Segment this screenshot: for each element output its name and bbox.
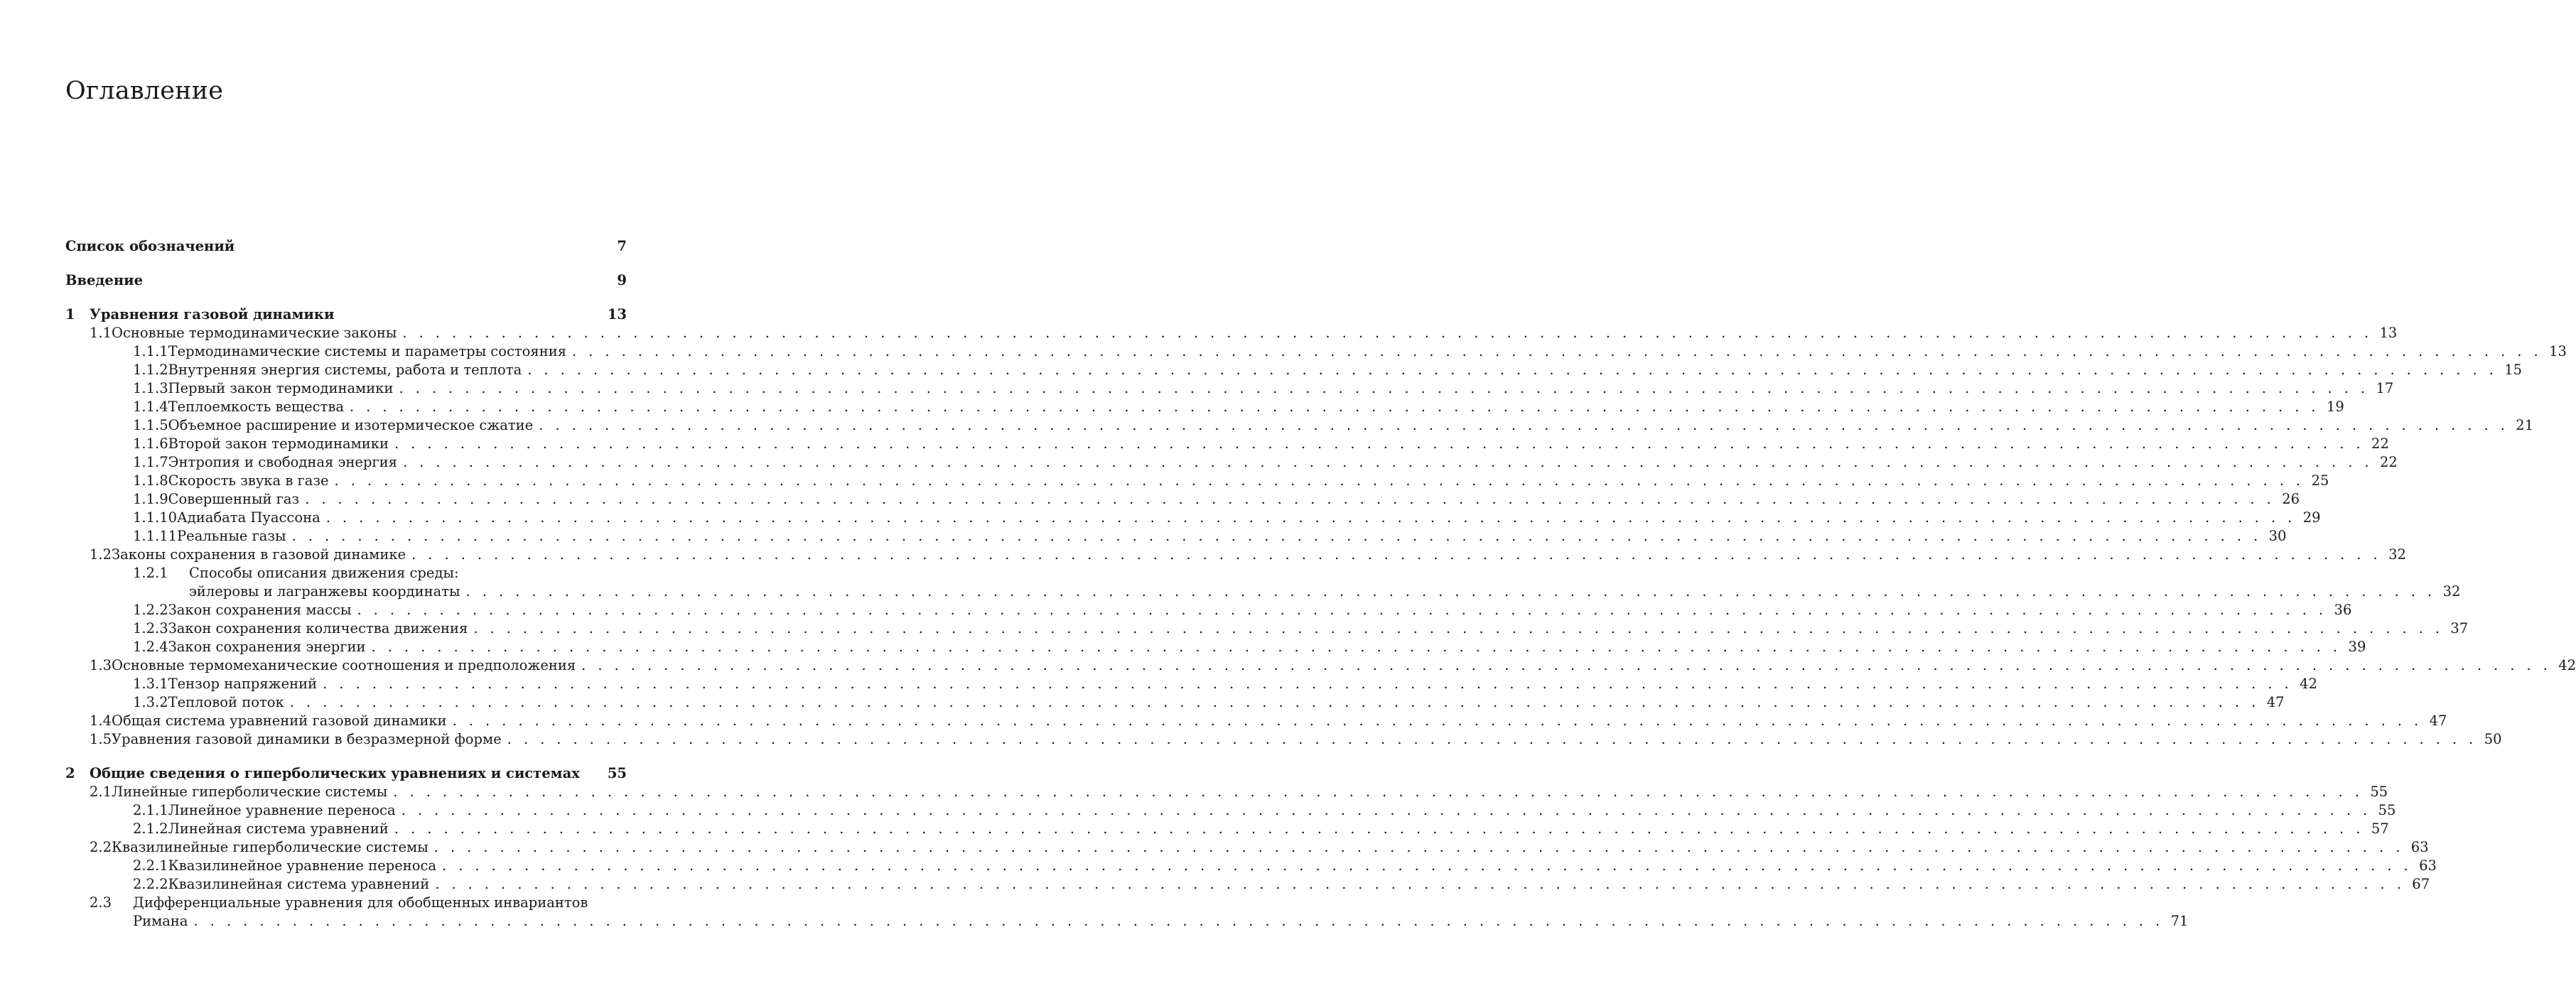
dot-leader: . . . . . . . . . . . . . . . . . . . . . . . . . . . . . . . . . . . . . . . . . . . . . . . . . . . . . . . . . . . . . . . . . . . . . . . . . . . . . . . . . . . . . . . . . . . . . . . . . . . . . . . . . . . . . . . . . . . . . . . .: [349, 399, 2320, 415]
dot-leader: . . . . . . . . . . . . . . . . . . . . . . . . . . . . . . . . . . . . . . . . . . . . . . . . . . . . . . . . . . . . . . . . . . . . . . . . . . . . . . . . . . . . . . . . . . . . . . . . . . . . . . . . . . . . . . . . . . . . . . . .: [539, 417, 2509, 433]
toc-entry-page: 42: [2558, 657, 2576, 673]
toc-entry[interactable]: [133, 490, 2300, 509]
toc-entry[interactable]: [133, 857, 2437, 875]
toc-entry-page: 55: [2370, 784, 2388, 800]
toc-entry[interactable]: [133, 801, 2396, 820]
toc-entry-title: Второй закон термодинамики: [168, 435, 389, 452]
toc-entry[interactable]: [133, 509, 2321, 527]
toc-entry-title: Законы сохранения в газовой динамике: [112, 546, 406, 563]
toc-entry-title: Общая система уравнений газовой динамики: [112, 713, 447, 729]
dot-leader: . . . . . . . . . . . . . . . . . . . . . . . . . . . . . . . . . . . . . . . . . . . . . . . . . . . . . . . . . . . . . . . . . . . . . . . . . . . . . . . . . . . . . . . . . . . . . . . . . . . . . . . . . . . . . . . . . . . . . . . .: [527, 362, 2498, 378]
dot-leader: . . . . . . . . . . . . . . . . . . . . . . . . . . . . . . . . . . . . . . . . . . . . . . . . . . . . . . . . . . . . . . . . . . . . . . . . . . . . . . . . . . . . . . . . . . . . . . . . . . . . . . . . . . . . . . . . . . . . . . . .: [581, 657, 2552, 673]
toc-entry-title: Скорость звука в газе: [168, 472, 329, 489]
toc-entry[interactable]: [65, 305, 627, 324]
toc-entry[interactable]: [189, 583, 2461, 601]
dot-leader: . . . . . . . . . . . . . . . . . . . . . . . . . . . . . . . . . . . . . . . . . . . . . . . . . . . . . . . . . . . . . . . . . . . . . . . . . . . . . . . . . . . . . . . . . . . . . . . . . . . . . . . . . . . . . . . . . . . . . . . .: [193, 913, 2164, 929]
toc-entry-title: Закон сохранения количества движения: [168, 620, 468, 636]
toc-entry[interactable]: [90, 324, 2398, 342]
toc-entry-title: Тензор напряжений: [168, 676, 318, 692]
toc-entry[interactable]: [90, 712, 2447, 730]
toc-entry-number: 1.2.1: [133, 565, 168, 581]
toc-entry-number: 2.2: [90, 839, 112, 855]
toc-entry-page: 32: [2442, 583, 2461, 600]
toc-entry-title: Внутренняя энергия системы, работа и теплота: [168, 362, 522, 378]
toc-entry-number: 1.3.1: [133, 676, 168, 692]
toc-entry[interactable]: [133, 601, 2352, 619]
toc-entry-page: 15: [2504, 362, 2523, 378]
toc-entry-title: Введение: [65, 272, 143, 288]
dot-leader: . . . . . . . . . . . . . . . . . . . . . . . . . . . . . . . . . . . . . . . . . . . . . . . . . . . . . . . . . . . . . . . . . . . . . . . . . . . . . . . . . . . . . . . . . . . . . . . . . . . . . . . . . . . . . . . . . . . . . . . .: [394, 435, 2365, 452]
toc-entry-number: 1.4: [90, 713, 112, 729]
toc-entry-number: 1.1.8: [133, 472, 168, 489]
toc-entry-title: Термодинамические системы и параметры состояния: [168, 343, 567, 359]
dot-leader: . . . . . . . . . . . . . . . . . . . . . . . . . . . . . . . . . . . . . . . . . . . . . . . . . . . . . . . . . . . . . . . . . . . . . . . . . . . . . . . . . . . . . . . . . . . . . . . . . . . . . . . . . . . . . . . . . . . . . . . .: [305, 491, 2275, 507]
toc-entry-page: 63: [2410, 839, 2429, 855]
toc-entry-number: 1.5: [90, 731, 112, 747]
toc-entry[interactable]: [133, 435, 2389, 453]
toc-entry-number: 1.1.1: [133, 343, 168, 359]
dot-leader: . . . . . . . . . . . . . . . . . . . . . . . . . . . . . . . . . . . . . . . . . . . . . . . . . . . . . . . . . . . . . . . . . . . . . . . . . . . . . . . . . . . . . . . . . . . . . . . . . . . . . . . . . . . . . . . . . . . . . . . .: [433, 839, 2404, 855]
toc-entry-page: 22: [2371, 435, 2389, 452]
toc-entry[interactable]: [133, 379, 2394, 398]
toc-entry[interactable]: [65, 764, 627, 783]
toc-entry[interactable]: [133, 693, 2285, 712]
toc-entry-page: 67: [2412, 876, 2430, 892]
toc-entry-page: 9: [617, 272, 627, 288]
dot-leader: . . . . . . . . . . . . . . . . . . . . . . . . . . . . . . . . . . . . . . . . . . . . . . . . . . . . . . . . . . . . . . . . . . . . . . . . . . . . . . . . . . . . . . . . . . . . . . . . . . . . . . . . . . . . . . . . . . . . . . . .: [442, 857, 2413, 874]
toc-entry[interactable]: [133, 416, 2534, 435]
dot-leader: . . . . . . . . . . . . . . . . . . . . . . . . . . . . . . . . . . . . . . . . . . . . . . . . . . . . . . . . . . . . . . . . . . . . . . . . . . . . . . . . . . . . . . . . . . . . . . . . . . . . . . . . . . . . . . . . . . . . . . . .: [393, 784, 2364, 800]
toc-entry-title: Способы описания движения среды:: [189, 565, 459, 581]
toc-entry-number: 1.1.9: [133, 491, 168, 507]
toc-entry-number: 2.1.2: [133, 820, 168, 837]
toc-entry[interactable]: [133, 820, 2389, 838]
toc-entry-number: 2.1: [90, 784, 112, 800]
chapter-title: Уравнения газовой динамики: [90, 306, 335, 323]
dot-leader: . . . . . . . . . . . . . . . . . . . . . . . . . . . . . . . . . . . . . . . . . . . . . . . . . . . . . . . . . . . . . . . . . . . . . . . . . . . . . . . . . . . . . . . . . . . . . . . . . . . . . . . . . . . . . . . . . . . . . . . .: [401, 802, 2371, 818]
dot-leader: . . . . . . . . . . . . . . . . . . . . . . . . . . . . . . . . . . . . . . . . . . . . . . . . . . . . . . . . . . . . . . . . . . . . . . . . . . . . . . . . . . . . . . . . . . . . . . . . . . . . . . . . . . . . . . . . . . . . . . . .: [323, 676, 2293, 692]
toc-entry-page: 17: [2376, 380, 2394, 396]
toc-entry-page: 25: [2311, 472, 2329, 489]
toc-entry-page: 55: [2378, 802, 2396, 818]
dot-leader: . . . . . . . . . . . . . . . . . . . . . . . . . . . . . . . . . . . . . . . . . . . . . . . . . . . . . . . . . . . . . . . . . . . . . . . . . . . . . . . . . . . . . . . . . . . . . . . . . . . . . . . . . . . . . . . . . . . . . . . .: [325, 509, 2296, 526]
toc-entry-title: Уравнения газовой динамики в безразмерной форме: [112, 731, 502, 747]
toc-entry-page: 21: [2516, 417, 2534, 433]
dot-leader: . . . . . . . . . . . . . . . . . . . . . . . . . . . . . . . . . . . . . . . . . . . . . . . . . . . . . . . . . . . . . . . . . . . . . . . . . . . . . . . . . . . . . . . . . . . . . . . . . . . . . . . . . . . . . . . . . . . . . . . .: [357, 602, 2327, 618]
dot-leader: . . . . . . . . . . . . . . . . . . . . . . . . . . . . . . . . . . . . . . . . . . . . . . . . . . . . . . . . . . . . . . . . . . . . . . . . . . . . . . . . . . . . . . . . . . . . . . . . . . . . . . . . . . . . . . . . . . . . . . . .: [465, 583, 2436, 600]
toc-entry[interactable]: [133, 619, 2469, 638]
toc-entry-number: 1.2.3: [133, 620, 168, 636]
toc-entry[interactable]: [133, 361, 2523, 379]
toc-entry-page: 32: [2388, 546, 2406, 563]
toc-entry-number: 2.3: [90, 894, 112, 911]
toc-entry-title: Объемное расширение и изотермическое сжатие: [168, 417, 534, 433]
toc-entry-number: 1.1.11: [133, 528, 178, 544]
dot-leader: . . . . . . . . . . . . . . . . . . . . . . . . . . . . . . . . . . . . . . . . . . . . . . . . . . . . . . . . . . . . . . . . . . . . . . . . . . . . . . . . . . . . . . . . . . . . . . . . . . . . . . . . . . . . . . . . . . . . . . . .: [399, 380, 2369, 396]
toc-entry-number: 1.1: [90, 325, 112, 341]
toc-entry-title: Дифференциальные уравнения для обобщенных инвариантов: [133, 894, 588, 911]
toc-entry[interactable]: [90, 894, 627, 912]
chapter-number: 2: [65, 765, 75, 781]
toc-entry-number: 2.1.1: [133, 802, 168, 818]
toc-entry[interactable]: [133, 875, 2430, 894]
chapter-title: Общие сведения о гиперболических уравнениях и системах: [90, 765, 580, 781]
toc-entry[interactable]: [65, 237, 627, 256]
toc-entry-title: Тепловой поток: [168, 694, 284, 710]
toc-entry-number: 1.2.4: [133, 639, 168, 655]
toc-entry-page: 39: [2348, 639, 2366, 655]
toc-entry-number: 1.1.6: [133, 435, 168, 452]
toc-entry-title: эйлеровы и лагранжевы координаты: [189, 583, 460, 600]
toc-entry-title: Линейное уравнение переноса: [168, 802, 396, 818]
toc-entry-page: 42: [2300, 676, 2317, 692]
toc-entry-number: 1.1.10: [133, 509, 178, 526]
toc-entry-number: 1.1.4: [133, 399, 168, 415]
toc-entry-number: 1.1.7: [133, 454, 168, 470]
toc-entry-number: 2.2.1: [133, 857, 168, 874]
toc-entry[interactable]: [90, 783, 2388, 801]
toc-entry-page: 13: [2379, 325, 2398, 341]
toc-entry-title: Теплоемкость вещества: [168, 399, 344, 415]
dot-leader: . . . . . . . . . . . . . . . . . . . . . . . . . . . . . . . . . . . . . . . . . . . . . . . . . . . . . . . . . . . . . . . . . . . . . . . . . . . . . . . . . . . . . . . . . . . . . . . . . . . . . . . . . . . . . . . . . . . . . . . .: [289, 694, 2260, 710]
toc-entry[interactable]: [90, 730, 2502, 749]
toc-entry-title: Линейные гиперболические системы: [112, 784, 388, 800]
dot-leader: . . . . . . . . . . . . . . . . . . . . . . . . . . . . . . . . . . . . . . . . . . . . . . . . . . . . . . . . . . . . . . . . . . . . . . . . . . . . . . . . . . . . . . . . . . . . . . . . . . . . . . . . . . . . . . . . . . . . . . . .: [334, 472, 2305, 489]
toc-entry-title: Энтропия и свободная энергия: [168, 454, 397, 470]
toc-entry-number: 1.2.2: [133, 602, 168, 618]
chapter-page: 55: [607, 765, 627, 781]
page-title: Оглавление: [65, 77, 224, 105]
toc-entry[interactable]: [133, 675, 2317, 693]
toc-entry[interactable]: [133, 527, 2287, 546]
dot-leader: . . . . . . . . . . . . . . . . . . . . . . . . . . . . . . . . . . . . . . . . . . . . . . . . . . . . . . . . . . . . . . . . . . . . . . . . . . . . . . . . . . . . . . . . . . . . . . . . . . . . . . . . . . . . . . . . . . . . . . . .: [402, 325, 2373, 341]
toc-entry-page: 19: [2327, 399, 2344, 415]
toc-entry[interactable]: [133, 912, 2189, 931]
toc-entry-number: 1.3: [90, 657, 112, 673]
toc-entry-title: Совершенный газ: [168, 491, 300, 507]
toc-entry[interactable]: [90, 546, 2406, 564]
toc-entry[interactable]: [65, 271, 627, 290]
toc-entry-title: Квазилинейные гиперболические системы: [112, 839, 429, 855]
toc-entry-page: 57: [2371, 820, 2389, 837]
toc-entry-title: Линейная система уравнений: [168, 820, 389, 837]
toc-entry-number: 1.3.2: [133, 694, 168, 710]
toc-entry-number: 1.2: [90, 546, 112, 563]
toc-entry[interactable]: [133, 472, 2329, 490]
toc-entry-title: Основные термомеханические соотношения и предположения: [112, 657, 576, 673]
toc-entry-title: Адиабата Пуассона: [177, 509, 320, 526]
toc-entry-title: Реальные газы: [177, 528, 286, 544]
toc-entry-page: 36: [2334, 602, 2352, 618]
toc-entry[interactable]: [133, 564, 627, 583]
toc-entry-title: Список обозначений: [65, 238, 235, 254]
toc-entry-title: Квазилинейная система уравнений: [168, 876, 430, 892]
toc-entry-title: Первый закон термодинамики: [168, 380, 394, 396]
toc-entry-number: 1.1.5: [133, 417, 168, 433]
dot-leader: . . . . . . . . . . . . . . . . . . . . . . . . . . . . . . . . . . . . . . . . . . . . . . . . . . . . . . . . . . . . . . . . . . . . . . . . . . . . . . . . . . . . . . . . . . . . . . . . . . . . . . . . . . . . . . . . . . . . . . . .: [371, 639, 2341, 655]
toc-entry-page: 71: [2170, 913, 2189, 929]
toc-entry-page: 7: [617, 238, 627, 254]
toc-entry[interactable]: [133, 453, 2398, 472]
dot-leader: . . . . . . . . . . . . . . . . . . . . . . . . . . . . . . . . . . . . . . . . . . . . . . . . . . . . . . . . . . . . . . . . . . . . . . . . . . . . . . . . . . . . . . . . . . . . . . . . . . . . . . . . . . . . . . . . . . . . . . . .: [473, 620, 2444, 636]
toc-entry[interactable]: [133, 342, 2567, 361]
dot-leader: . . . . . . . . . . . . . . . . . . . . . . . . . . . . . . . . . . . . . . . . . . . . . . . . . . . . . . . . . . . . . . . . . . . . . . . . . . . . . . . . . . . . . . . . . . . . . . . . . . . . . . . . . . . . . . . . . . . . . . . .: [394, 820, 2364, 837]
dot-leader: . . . . . . . . . . . . . . . . . . . . . . . . . . . . . . . . . . . . . . . . . . . . . . . . . . . . . . . . . . . . . . . . . . . . . . . . . . . . . . . . . . . . . . . . . . . . . . . . . . . . . . . . . . . . . . . . . . . . . . . .: [572, 343, 2543, 359]
toc-entry-page: 47: [2266, 694, 2285, 710]
toc-entry-page: 47: [2429, 713, 2447, 729]
toc-entry[interactable]: [90, 838, 2429, 857]
toc-entry-page: 26: [2282, 491, 2300, 507]
toc-entry-title: Римана: [133, 913, 188, 929]
toc-entry[interactable]: [133, 638, 2366, 656]
toc-entry-page: 22: [2380, 454, 2398, 470]
toc-entry-title: Закон сохранения энергии: [168, 639, 366, 655]
toc-entry-page: 29: [2302, 509, 2321, 526]
dot-leader: . . . . . . . . . . . . . . . . . . . . . . . . . . . . . . . . . . . . . . . . . . . . . . . . . . . . . . . . . . . . . . . . . . . . . . . . . . . . . . . . . . . . . . . . . . . . . . . . . . . . . . . . . . . . . . . . . . . . . . . .: [411, 546, 2382, 563]
toc-entry[interactable]: [133, 398, 2344, 416]
toc-entry-title: Квазилинейное уравнение переноса: [168, 857, 437, 874]
toc-entry-page: 30: [2268, 528, 2287, 544]
toc-entry-title: Основные термодинамические законы: [112, 325, 397, 341]
dot-leader: . . . . . . . . . . . . . . . . . . . . . . . . . . . . . . . . . . . . . . . . . . . . . . . . . . . . . . . . . . . . . . . . . . . . . . . . . . . . . . . . . . . . . . . . . . . . . . . . . . . . . . . . . . . . . . . . . . . . . . . .: [291, 528, 2262, 544]
toc-entry-number: 2.2.2: [133, 876, 168, 892]
toc-entry-number: 1.1.2: [133, 362, 168, 378]
chapter-page: 13: [607, 306, 627, 323]
dot-leader: . . . . . . . . . . . . . . . . . . . . . . . . . . . . . . . . . . . . . . . . . . . . . . . . . . . . . . . . . . . . . . . . . . . . . . . . . . . . . . . . . . . . . . . . . . . . . . . . . . . . . . . . . . . . . . . . . . . . . . . .: [402, 454, 2373, 470]
dot-leader: . . . . . . . . . . . . . . . . . . . . . . . . . . . . . . . . . . . . . . . . . . . . . . . . . . . . . . . . . . . . . . . . . . . . . . . . . . . . . . . . . . . . . . . . . . . . . . . . . . . . . . . . . . . . . . . . . . . . . . . .: [507, 731, 2477, 747]
toc-entry-number: 1.1.3: [133, 380, 168, 396]
toc-entry-page: 37: [2450, 620, 2469, 636]
toc-entry[interactable]: [90, 656, 2576, 675]
toc-entry-page: 13: [2549, 343, 2567, 359]
toc-entry-title: Закон сохранения массы: [168, 602, 352, 618]
toc-entry-page: 50: [2484, 731, 2502, 747]
dot-leader: . . . . . . . . . . . . . . . . . . . . . . . . . . . . . . . . . . . . . . . . . . . . . . . . . . . . . . . . . . . . . . . . . . . . . . . . . . . . . . . . . . . . . . . . . . . . . . . . . . . . . . . . . . . . . . . . . . . . . . . .: [452, 713, 2423, 729]
toc-entry-page: 63: [2419, 857, 2437, 874]
chapter-number: 1: [65, 306, 75, 323]
dot-leader: . . . . . . . . . . . . . . . . . . . . . . . . . . . . . . . . . . . . . . . . . . . . . . . . . . . . . . . . . . . . . . . . . . . . . . . . . . . . . . . . . . . . . . . . . . . . . . . . . . . . . . . . . . . . . . . . . . . . . . . .: [435, 876, 2405, 892]
